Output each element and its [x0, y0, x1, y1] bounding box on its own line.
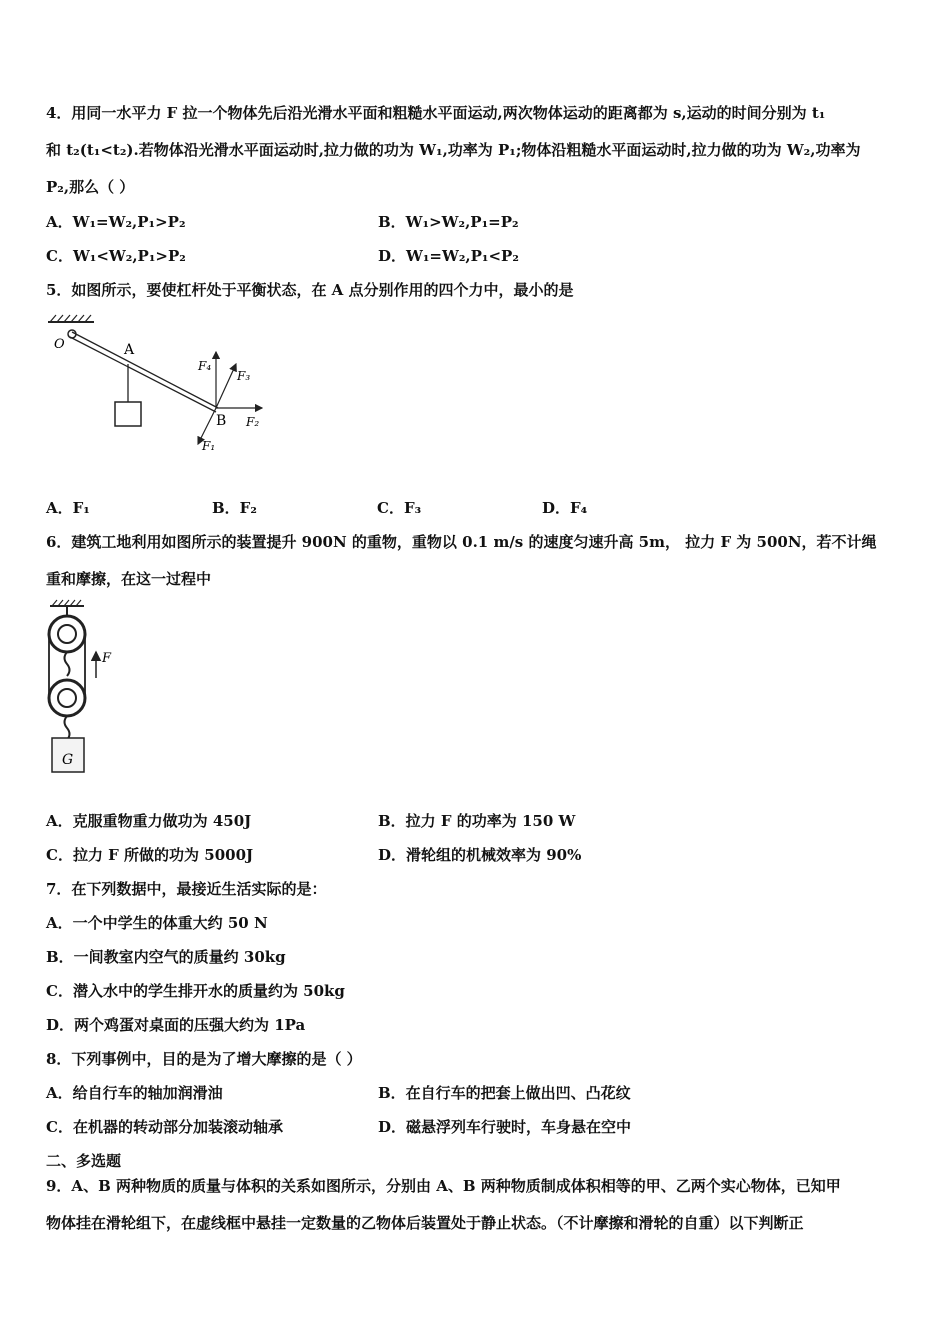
q9-stem-line1: 9．A、B 两种物质的质量与体积的关系如图所示，分别由 A、B 两种物质制成体积相等的甲、乙两个实心物体，已知甲	[46, 1177, 841, 1195]
label-g: G	[62, 752, 74, 768]
q4-option-a: A．W₁=W₂,P₁>P₂	[46, 213, 186, 231]
q7-option-d: D．两个鸡蛋对桌面的压强大约为 1Pa	[46, 1016, 306, 1034]
q5-lever-figure	[40, 312, 280, 462]
q6-option-a: A．克服重物重力做功为 450J	[46, 812, 252, 830]
fixed-pulley-hub	[58, 625, 76, 643]
q6-option-b: B．拉力 F 的功率为 150 W	[378, 812, 576, 830]
f3-arrow	[216, 364, 236, 408]
label-f2: F₂	[246, 415, 260, 429]
q7-option-a: A．一个中学生的体重大约 50 N	[46, 914, 268, 932]
q4-option-c: C．W₁<W₂,P₁>P₂	[46, 247, 186, 265]
q6-option-d: D．滑轮组的机械效率为 90%	[378, 846, 582, 864]
q5-option-a: A．F₁	[46, 499, 90, 517]
q6-option-c: C．拉力 F 所做的功为 5000J	[46, 846, 254, 864]
q6-pulley-figure	[40, 598, 140, 778]
q5-stem: 5．如图所示，要使杠杆处于平衡状态，在 A 点分别作用的四个力中，最小的是	[46, 281, 574, 299]
q5-option-d: D．F₄	[542, 499, 588, 517]
hook-upper	[65, 652, 70, 676]
q9-stem-line2: 物体挂在滑轮组下，在虚线框中悬挂一定数量的乙物体后装置处于静止状态。（不计摩擦和滑轮的自重）以下判断正	[46, 1214, 804, 1232]
q7-option-c: C．潜入水中的学生排开水的质量约为 50kg	[46, 982, 345, 1000]
label-a: A	[124, 342, 135, 358]
q7-stem: 7．在下列数据中，最接近生活实际的是：	[46, 880, 327, 898]
q8-option-a: A．给自行车的轴加润滑油	[46, 1084, 223, 1102]
label-o: O	[54, 337, 65, 352]
fixed-pulley	[49, 616, 85, 652]
q5-option-c: C．F₃	[377, 499, 422, 517]
q8-option-d: D．磁悬浮列车行驶时，车身悬在空中	[378, 1118, 632, 1136]
label-b: B	[216, 413, 227, 429]
q8-option-c: C．在机器的转动部分加装滚动轴承	[46, 1118, 283, 1136]
ceiling-hatch	[50, 315, 91, 322]
q5-option-b: B．F₂	[212, 499, 257, 517]
label-f1: F₁	[202, 439, 216, 453]
weight-block	[115, 402, 141, 426]
q6-stem-line2: 重和摩擦，在这一过程中	[46, 570, 212, 588]
label-f: F	[102, 651, 112, 666]
movable-pulley	[49, 680, 85, 716]
q4-stem-line1: 4．用同一水平力 F 拉一个物体先后沿光滑水平面和粗糙水平面运动,两次物体运动的距离都为 s,运动的时间分别为 t₁	[46, 104, 826, 122]
section-title-multi-choice: 二、多选题	[46, 1152, 122, 1170]
lever-top-edge	[72, 332, 218, 408]
q8-option-b: B．在自行车的把套上做出凹、凸花纹	[378, 1084, 631, 1102]
q4-option-b: B．W₁>W₂,P₁=P₂	[378, 213, 519, 231]
lever-bottom-edge	[70, 337, 216, 412]
hook-lower	[65, 716, 70, 740]
movable-pulley-hub	[58, 689, 76, 707]
q4-option-d: D．W₁=W₂,P₁<P₂	[378, 247, 519, 265]
q7-option-b: B．一间教室内空气的质量约 30kg	[46, 948, 286, 966]
label-f4: F₄	[198, 359, 212, 373]
q6-stem-line1: 6．建筑工地利用如图所示的装置提升 900N 的重物，重物以 0.1 m/s 的速度匀速升高 5m， 拉力 F 为 500N，若不计绳	[46, 533, 877, 551]
q8-stem: 8．下列事例中，目的是为了增大摩擦的是（ ）	[46, 1050, 362, 1068]
q4-stem-line3: P₂,那么（ ）	[46, 178, 135, 196]
q4-stem-line2: 和 t₂(t₁<t₂).若物体沿光滑水平面运动时,拉力做的功为 W₁,功率为 P₁;物体沿粗糙水平面运动时,拉力做的功为 W₂,功率为	[46, 141, 861, 159]
label-f3: F₃	[237, 369, 251, 383]
